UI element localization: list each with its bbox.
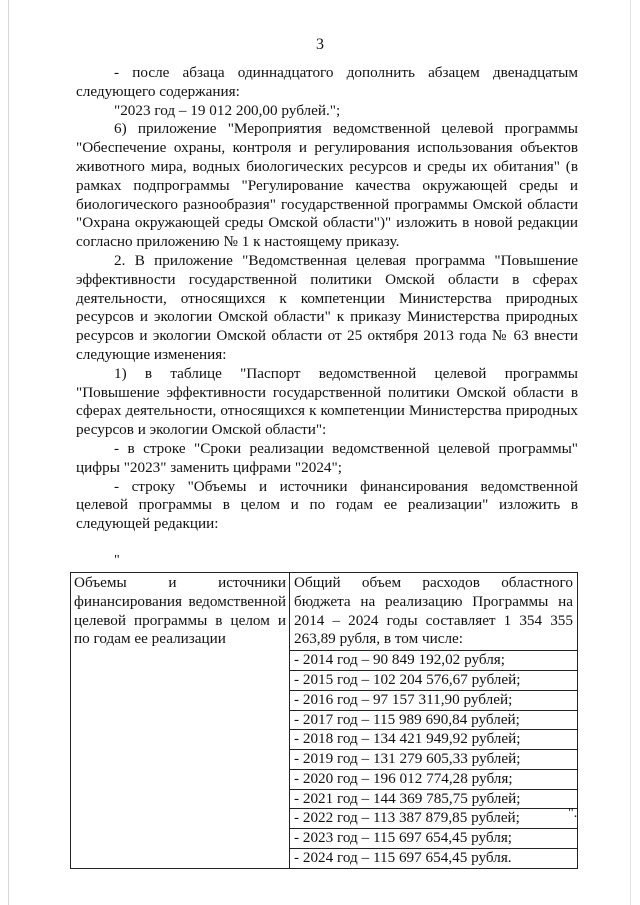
close-quote: ". xyxy=(568,806,578,821)
paragraph-2: "2023 год – 19 012 200,00 рублей."; xyxy=(114,101,341,119)
year-line: - 2019 год – 131 279 605,33 рублей; xyxy=(290,749,577,769)
year-line: - 2016 год – 97 157 311,90 рублей; xyxy=(290,690,577,710)
year-line: - 2014 год – 90 849 192,02 рубля; xyxy=(290,650,577,670)
table-left-cell: Объемы и источники финансирования ведомственной целевой программы в целом и по годам ее реализации xyxy=(71,572,290,868)
year-line: - 2023 год – 115 697 654,45 рубля; xyxy=(290,828,577,848)
document-body xyxy=(76,64,578,869)
scan-edge-right xyxy=(630,0,631,905)
year-line: - 2024 год – 115 697 654,45 рубля. xyxy=(290,848,577,868)
year-line: - 2015 год – 102 204 576,67 рублей; xyxy=(290,670,577,690)
paragraph-4: 2. В приложение "Ведомственная целевая программа "Повышение эффективности государственной политики Омской области в сферах деятельности, относящихся к компетенции Министерства природных ресурсов и экологии Омской области" к приказу Министерства природных ресурсов и экологии Омской области от 25 октября 2013 года № 63 внести следующие изменения: xyxy=(76,251,578,363)
total-amount-text: Общий объем расходов областного бюджета на реализацию Программы на 2014 – 2024 годы составляет 1 354 355 263,89 рубля, в том числе: xyxy=(294,573,573,648)
paragraph-5: 1) в таблице "Паспорт ведомственной целевой программы "Повышение эффективности государственной политики Омской области в сферах деятельности, относящихся к компетенции Министерства природных ресурсов и экологии Омской области": xyxy=(76,364,578,439)
year-line: - 2017 год – 115 989 690,84 рублей; xyxy=(290,710,577,730)
paragraph-3: 6) приложение "Мероприятия ведомственной целевой программы "Обеспечение охраны, контроля и регулирования использования объектов животного мира, водных биологических ресурсов и среды их обитания" (в рамках подпрограммы "Регулирование качества окружающей среды и биологического разнообразия" государственной программы Омской области "Охрана окружающей среды Омской области")" изложить в новой редакции согласно приложению № 1 к настоящему приказу. xyxy=(76,120,578,251)
year-line: - 2018 год – 134 421 949,92 рублей; xyxy=(290,729,577,749)
paragraph-1: - после абзаца одиннадцатого дополнить абзацем двенадцатым следующего содержания: xyxy=(76,64,578,100)
scan-edge-left xyxy=(8,0,9,905)
financing-table xyxy=(70,572,578,869)
year-line: - 2022 год – 113 387 879,85 рублей; xyxy=(290,808,577,828)
page-number: 3 xyxy=(316,36,324,53)
table-row xyxy=(71,572,578,868)
table-right-cell xyxy=(290,572,578,868)
open-quote: " xyxy=(114,552,120,568)
year-line: - 2020 год – 196 012 774,28 рубля; xyxy=(290,769,577,789)
paragraph-7: - строку "Объемы и источники финансирования ведомственной целевой программы в целом и по годам ее реализации" изложить в следующей редакции: xyxy=(76,477,578,533)
paragraph-6: - в строке "Сроки реализации ведомственной целевой программы" цифры "2023" заменить цифрами "2024"; xyxy=(76,439,578,476)
year-line: - 2021 год – 144 369 785,75 рублей; xyxy=(290,789,577,809)
